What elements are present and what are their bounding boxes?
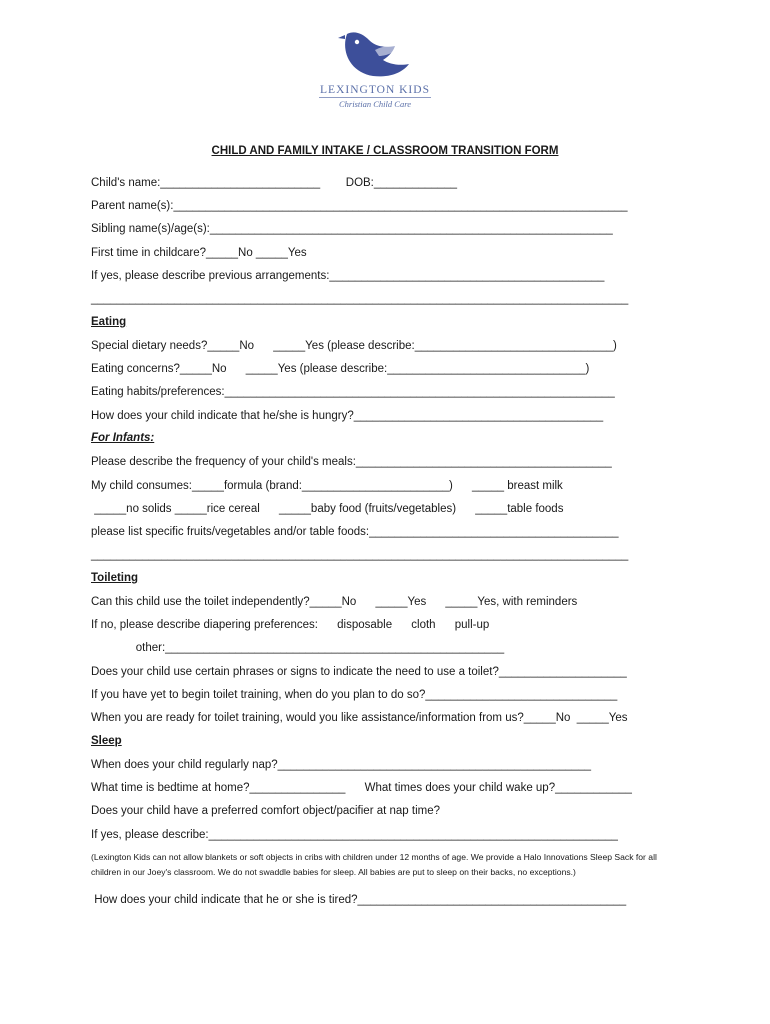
first-time-childcare-line[interactable]: First time in childcare?_____No _____Yes xyxy=(91,247,307,259)
form-title: CHILD AND FAMILY INTAKE / CLASSROOM TRANSITION FORM xyxy=(211,145,559,157)
eating-concerns-line[interactable]: Eating concerns?_____No _____Yes (please describe:_______________________________) xyxy=(91,363,590,375)
previous-arrangements-line[interactable]: If yes, please describe previous arrangements:___________________________________________ xyxy=(91,270,605,282)
comfort-object-describe-line[interactable]: If yes, please describe:________________________________________________________________ xyxy=(91,829,618,841)
eating-habits-line[interactable]: Eating habits/preferences:_____________________________________________________________ xyxy=(91,386,615,398)
sleep-policy-note: (Lexington Kids can not allow blankets or soft objects in cribs with children under 12 months of age. We provide a Halo Innovations Sleep Sack for all children in our Joey's classroom. We do not swaddle babies for sleep. All babies are put to sleep on their backs, no exceptions.) xyxy=(91,852,657,877)
diapering-other-line[interactable]: other:_____________________________________________________ xyxy=(91,642,505,654)
bedtime-wake-line[interactable]: What time is bedtime at home?_______________ What times does your child wake up?____________ xyxy=(91,782,632,794)
bird-icon xyxy=(335,26,415,82)
section-heading-eating: Eating xyxy=(91,316,127,328)
siblings-line[interactable]: Sibling name(s)/age(s):_______________________________________________________________ xyxy=(91,223,613,235)
child-consumes-line[interactable]: My child consumes:_____formula (brand:_______________________) _____ breast milk xyxy=(91,480,563,492)
blank-line[interactable]: ____________________________________________________________________________________ xyxy=(91,549,629,561)
childs-name-dob-line[interactable]: Child's name:_________________________ DOB:_____________ xyxy=(91,177,458,189)
section-heading-toileting: Toileting xyxy=(91,572,139,584)
meal-frequency-line[interactable]: Please describe the frequency of your child's meals:________________________________________ xyxy=(91,456,612,468)
comfort-object-line: Does your child have a preferred comfort object/pacifier at nap time? xyxy=(91,805,441,817)
logo-tagline: Christian Child Care xyxy=(339,99,411,109)
logo xyxy=(305,26,445,112)
specific-foods-line[interactable]: please list specific fruits/vegetables and/or table foods:_______________________________________ xyxy=(91,526,619,538)
dietary-needs-line[interactable]: Special dietary needs?_____No _____Yes (please describe:_______________________________) xyxy=(91,340,617,352)
toilet-training-plan-line[interactable]: If you have yet to begin toilet training, when do you plan to do so?______________________________ xyxy=(91,689,618,701)
section-heading-sleep: Sleep xyxy=(91,735,122,747)
diapering-preferences-line[interactable]: If no, please describe diapering preferences: disposable cloth pull-up xyxy=(91,619,490,631)
blank-line[interactable]: ____________________________________________________________________________________ xyxy=(91,293,629,305)
parent-names-line[interactable]: Parent name(s):_______________________________________________________________________ xyxy=(91,200,628,212)
toilet-training-assistance-line[interactable]: When you are ready for toilet training, would you like assistance/information from us?_____No _____Yes xyxy=(91,712,628,724)
logo-name: LEXINGTON KIDS xyxy=(320,84,430,96)
toilet-independently-line[interactable]: Can this child use the toilet independently?_____No _____Yes _____Yes, with reminders xyxy=(91,596,578,608)
section-heading-infants: For Infants: xyxy=(91,432,155,444)
food-types-line[interactable]: _____no solids _____rice cereal _____baby food (fruits/vegetables) _____table foods xyxy=(91,503,564,515)
logo-divider xyxy=(319,97,431,98)
tired-indication-line[interactable]: How does your child indicate that he or she is tired?__________________________________________ xyxy=(91,894,627,906)
hungry-indication-line[interactable]: How does your child indicate that he/she is hungry?_______________________________________ xyxy=(91,410,604,422)
toilet-signs-line[interactable]: Does your child use certain phrases or signs to indicate the need to use a toilet?____________________ xyxy=(91,666,627,678)
nap-time-line[interactable]: When does your child regularly nap?_________________________________________________ xyxy=(91,759,592,771)
